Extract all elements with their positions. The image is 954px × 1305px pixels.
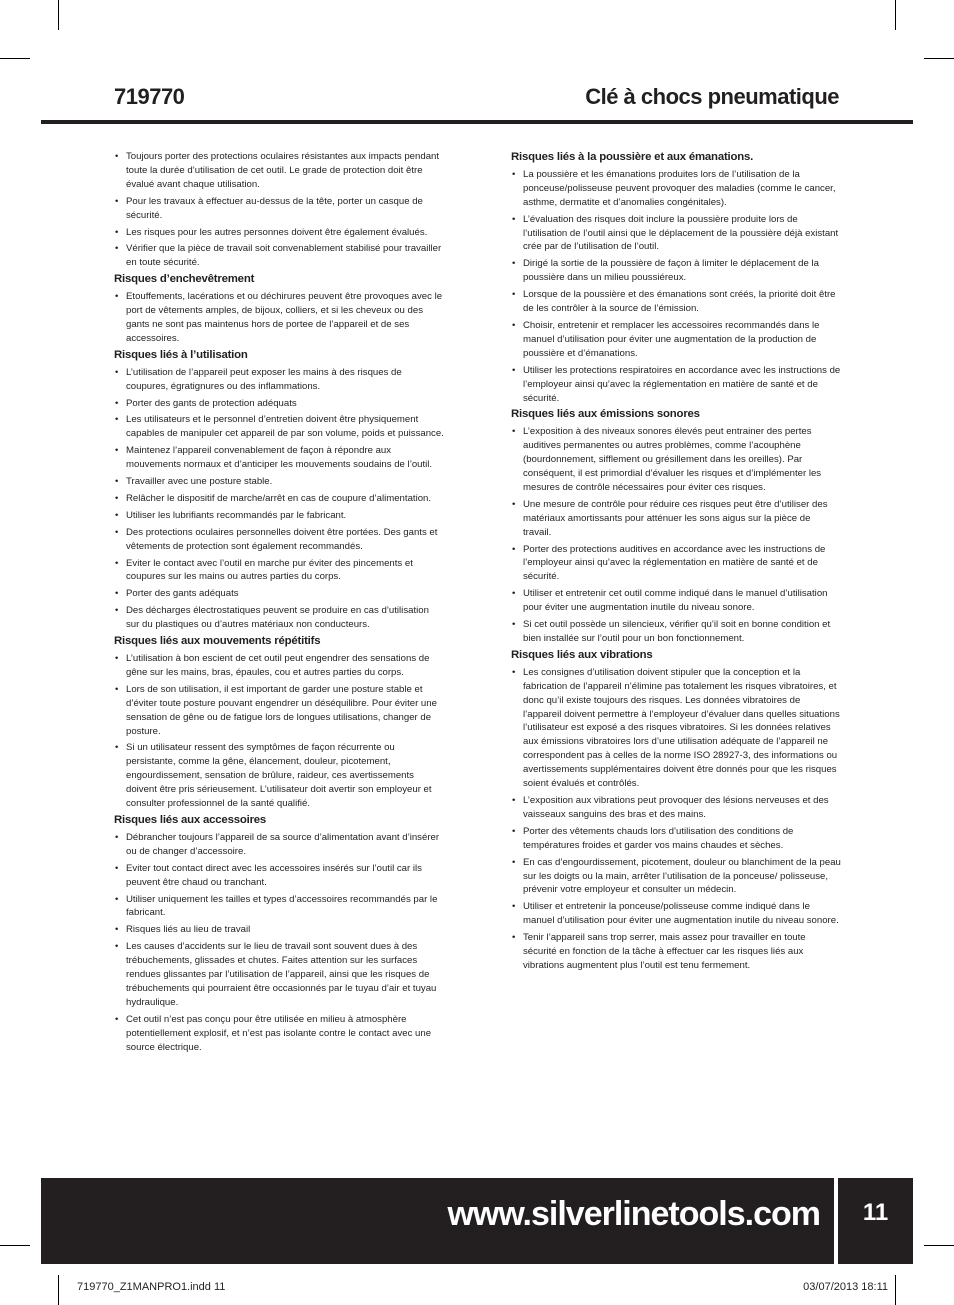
list-item: • Eviter tout contact direct avec les accessoires insérés sur l’outil car ils peuvent être chaud ou tranchant. (114, 862, 444, 890)
section-list (114, 831, 444, 1055)
section-heading: Risques liés aux mouvements répétitifs (114, 635, 321, 648)
list-item: • L’utilisation à bon escient de cet outil peut engendrer des sensations de gêne sur les mains, bras, épaules, cou et autres parties du corps. (114, 652, 444, 680)
section-heading: Risques d’enchevêtrement (114, 273, 255, 286)
crop-mark (58, 0, 59, 30)
list-item: • Vérifier que la pièce de travail soit convenablement stabilisé pour travailler en toute sécurité. (114, 242, 444, 270)
list-item: • L’exposition à des niveaux sonores élevés peut entrainer des pertes auditives permanentes ou autres problèmes, comme l’acouphène (bourdonnement, sifflement ou grésillement dans les oreilles). Par conséquent, il est primordial d’évaluer les risques et d’implémenter les mesures de contrôle nécessaires pour éviter ces risques. (511, 425, 841, 495)
intro-list (114, 150, 444, 270)
list-item: • Etouffements, lacérations et ou déchirures peuvent être provoques avec le port de vêtements amples, de bijoux, colliers, et si les cheveux ou des gants ne sont pas maintenus hors de portee de l’appareil et de ses accessoires. (114, 290, 444, 346)
section-list (114, 652, 444, 811)
list-item: • Eviter le contact avec l’outil en marche pur éviter des pincements et coupures sur les mains ou autres parties du corps. (114, 557, 444, 585)
list-item: • Utiliser et entretenir la ponceuse/polisseuse comme indiqué dans le manuel d’utilisation pour éviter une augmentation inutile du niveau sonore. (511, 900, 841, 928)
list-item: • Utiliser les lubrifiants recommandés par le fabricant. (114, 509, 444, 523)
header-rule (41, 120, 913, 124)
list-item: • La poussière et les émanations produites lors de l’utilisation de la ponceuse/polisseuse peuvent provoquer des maladies (comme le cancer, asthme, dermatite et d’anomalies congénitales). (511, 168, 841, 210)
list-item: • Choisir, entretenir et remplacer les accessoires recommandés dans le manuel d’utilisation pour éviter une augmentation de la production de poussière et d’émanations. (511, 319, 841, 361)
section-heading: Risques liés à l’utilisation (114, 348, 248, 361)
list-item: • Lorsque de la poussière et des émanations sont créés, la priorité doit être de les contrôler à la source de l’émission. (511, 288, 841, 316)
list-item: • L’utilisation de l’appareil peut exposer les mains à des risques de coupures, égratignures ou des inflammations. (114, 366, 444, 394)
list-item: • Les causes d’accidents sur le lieu de travail sont souvent dues à des trébuchements, glissades et chutes. Faites attention sur les surfaces rendues glissantes par l’utilisation de l’appareil, ainsi que les risques de trébuchements qui pourraient être occasionnés par le tuyau d’air et tuyau hydraulique. (114, 940, 444, 1010)
list-item: • Porter des gants de protection adéquats (114, 397, 444, 411)
crop-mark (0, 1245, 30, 1246)
section-heading: Risques liés aux émissions sonores (511, 408, 700, 421)
right-column (511, 150, 841, 976)
section-heading: Risques liés à la poussière et aux émanations. (511, 151, 754, 163)
crop-mark (58, 1275, 59, 1305)
crop-mark (895, 1275, 896, 1305)
list-item: • Relâcher le dispositif de marche/arrêt en cas de coupure d’alimentation. (114, 492, 444, 506)
list-item: • Lors de son utilisation, il est important de garder une posture stable et d’éviter toute posture pouvant engendrer un déséquilibre. Pour éviter une sensation de gêne ou de fatigue lors de longues utilisations, changer de posture. (114, 683, 444, 739)
website-link[interactable]: www.silverlinetools.com (447, 1195, 820, 1233)
section-heading: Risques liés aux accessoires (114, 813, 267, 826)
list-item: • En cas d’engourdissement, picotement, douleur ou blanchiment de la peau sur les doigts ou la main, arrêter l’utilisation de la ponceuse/ polisseuse, prévenir votre employeur et consulter un médecin. (511, 856, 841, 898)
list-item: • L’évaluation des risques doit inclure la poussière produite lors de l’utilisation de l’outil ainsi que le déplacement de la poussière déjà existant crée par de l’utilisation de l’outil. (511, 213, 841, 255)
section-list (511, 168, 841, 406)
list-item: • Les risques pour les autres personnes doivent être également évalués. (114, 226, 444, 240)
section-list (511, 425, 841, 646)
list-item: • Les consignes d’utilisation doivent stipuler que la conception et la fabrication de l’appareil n’élimine pas totalement les risques vibratoires, et donc qu’il existe toujours des risques. Les données vibratoires de l’appareil doivent permettre à l’employeur d’évaluer dans quelles situations l’utilisateur est exposé a des risques vibratoires. Si les données relatives aux émissions vibratoires lors d’une utilisation adéquate de l’appareil ne correspondent pas à celles de la norme ISO 28927-3, des informations ou avertissements supplémentaires doivent être donnés pour que les risques soient évalués et contrôlés. (511, 666, 841, 791)
page-title: Clé à chocs pneumatique (585, 84, 839, 109)
list-item: • Tenir l’appareil sans trop serrer, mais assez pour travailler en toute sécurité en fonction de la tâche à effectuer car les risques liés aux vibrations augmentent plus l’outil est tenu fermement. (511, 931, 841, 973)
list-item: • Les utilisateurs et le personnel d’entretien doivent être physiquement capables de manipuler cet appareil de par son volume, poids et puissance. (114, 413, 444, 441)
list-item: • Des protections oculaires personnelles doivent être portées. Des gants et vêtements de protection sont également recommandés. (114, 526, 444, 554)
list-item: • Utiliser les protections respiratoires en accordance avec les instructions de l’employeur ainsi qu’avec la réglementation en matière de santé et de sécurité. (511, 364, 841, 406)
list-item: • Porter des protections auditives en accordance avec les instructions de l’employeur ainsi qu’avec la réglementation en matière de santé et de sécurité. (511, 543, 841, 585)
list-item: • Si un utilisateur ressent des symptômes de façon récurrente ou persistante, comme la gêne, élancement, douleur, picotement, engourdissement, sensation de brûlure, raideur, ces avertissements doivent être pris sérieusement. L’utilisateur doit avertir son employeur et consulter professionnel de la santé qualifié. (114, 741, 444, 811)
page-number: 11 (838, 1178, 913, 1248)
list-item: • Si cet outil possède un silencieux, vérifier qu’il soit en bonne condition et bien installée sur l’outil pour un bon fonctionnement. (511, 618, 841, 646)
list-item: • Maintenez l’appareil convenablement de façon à répondre aux mouvements normaux et d’anticiper les mouvements soudains de l’outil. (114, 444, 444, 472)
crop-mark (895, 0, 896, 30)
section-list (114, 366, 444, 632)
left-column (114, 150, 444, 1057)
crop-mark (924, 58, 954, 59)
section-list (511, 666, 841, 973)
crop-mark (0, 58, 30, 59)
list-item: • Porter des vêtements chauds lors d’utilisation des conditions de températures froides et garder vos mains chaudes et sèches. (511, 825, 841, 853)
list-item: • Utiliser et entretenir cet outil comme indiqué dans le manuel d’utilisation pour éviter une augmentation inutile du niveau sonore. (511, 587, 841, 615)
crop-mark (924, 1245, 954, 1246)
list-item: • L’exposition aux vibrations peut provoquer des lésions nerveuses et des vaisseaux sanguins des bras et des mains. (511, 794, 841, 822)
list-item: • Dirigé la sortie de la poussière de façon à limiter le déplacement de la poussière dans un milieu poussiéreux. (511, 257, 841, 285)
footer-bar (41, 1178, 834, 1264)
list-item: • Utiliser uniquement les tailles et types d’accessoires recommandés par le fabricant. (114, 893, 444, 921)
list-item: • Cet outil n’est pas conçu pour être utilisée en milieu à atmosphère potentiellement explosif, et n’est pas isolante contre le contact avec une source électrique. (114, 1013, 444, 1055)
section-list (114, 290, 444, 346)
product-code: 719770 (114, 84, 185, 109)
list-item: • Pour les travaux à effectuer au-dessus de la tête, porter un casque de sécurité. (114, 195, 444, 223)
list-item: • Risques liés au lieu de travail (114, 923, 444, 937)
print-slug-date: 03/07/2013 18:11 (803, 1281, 888, 1293)
list-item: • Travailler avec une posture stable. (114, 475, 444, 489)
list-item: • Porter des gants adéquats (114, 587, 444, 601)
page-number-tab (838, 1248, 913, 1264)
list-item: • Une mesure de contrôle pour réduire ces risques peut être d’utiliser des matériaux amortissants pour atténuer les sons aigus sur la pièce de travail. (511, 498, 841, 540)
print-slug-file: 719770_Z1MANPRO1.indd 11 (77, 1281, 226, 1293)
list-item: • Des décharges électrostatiques peuvent se produire en cas d’utilisation sur du plastiques ou d’autres matériaux non conducteurs. (114, 604, 444, 632)
list-item: • Toujours porter des protections oculaires résistantes aux impacts pendant toute la durée d’utilisation de cet outil. Le grade de protection doit être évalué avant chaque utilisation. (114, 150, 444, 192)
list-item: • Débrancher toujours l’appareil de sa source d’alimentation avant d’insérer ou de changer d’accessoire. (114, 831, 444, 859)
section-heading: Risques liés aux vibrations (511, 648, 653, 661)
